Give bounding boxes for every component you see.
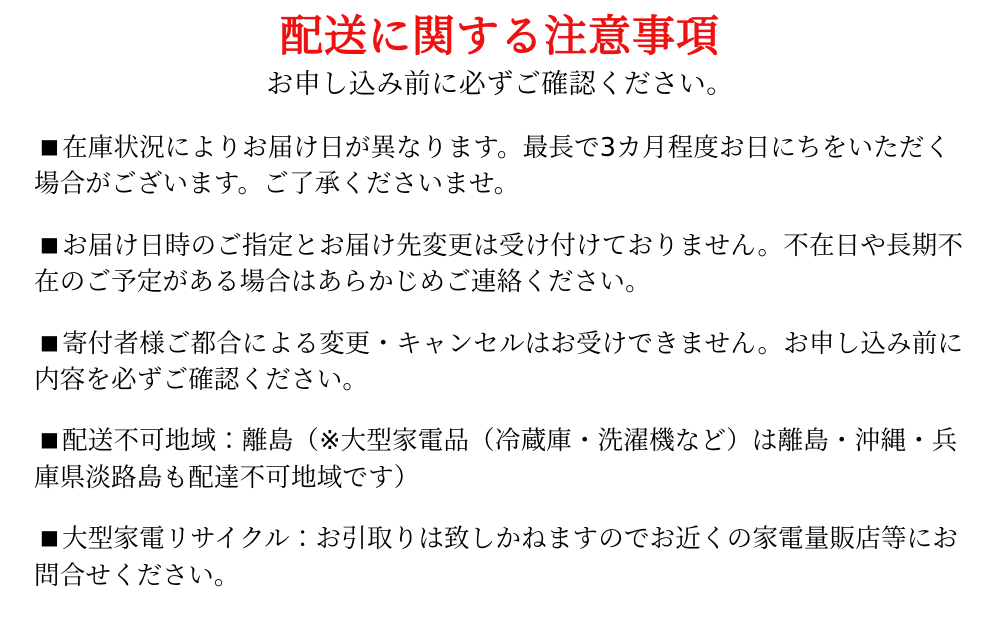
square-bullet-icon: ■ — [40, 525, 60, 550]
square-bullet-icon: ■ — [40, 133, 60, 158]
notice-page — [0, 14, 1000, 635]
list-item-text: 大型家電リサイクル：お引取りは致しかねますのでお近くの家電量販店等にお問合せください。 — [34, 524, 959, 591]
list-item-text: 配送不可地域：離島（※大型家電品（冷蔵庫・洗濯機など）は離島・沖縄・兵庫県淡路島も配達不可地域です） — [34, 426, 958, 493]
list-item-text: 寄付者様ご都合による変更・キャンセルはお受けできません。お申し込み前に内容を必ずご確認ください。 — [34, 328, 964, 395]
list-item — [34, 423, 966, 495]
square-bullet-icon: ■ — [40, 329, 60, 354]
list-item-text: 在庫状況によりお届け日が異なります。最長で3カ月程度お日にちをいただく場合がございます。ご了承くださいませ。 — [34, 132, 951, 199]
square-bullet-icon: ■ — [40, 231, 60, 256]
notice-list — [0, 130, 1000, 594]
page-subtitle: お申し込み前に必ずご確認ください。 — [266, 69, 734, 101]
list-item-text: お届け日時のご指定とお届け先変更は受け付けておりません。不在日や長期不在のご予定がある場合はあらかじめご連絡ください。 — [34, 230, 964, 297]
list-item — [34, 228, 966, 300]
list-item — [34, 130, 966, 202]
list-item — [34, 326, 966, 398]
square-bullet-icon: ■ — [40, 427, 60, 452]
page-title: 配送に関する注意事項 — [280, 12, 720, 62]
list-item — [34, 521, 966, 593]
